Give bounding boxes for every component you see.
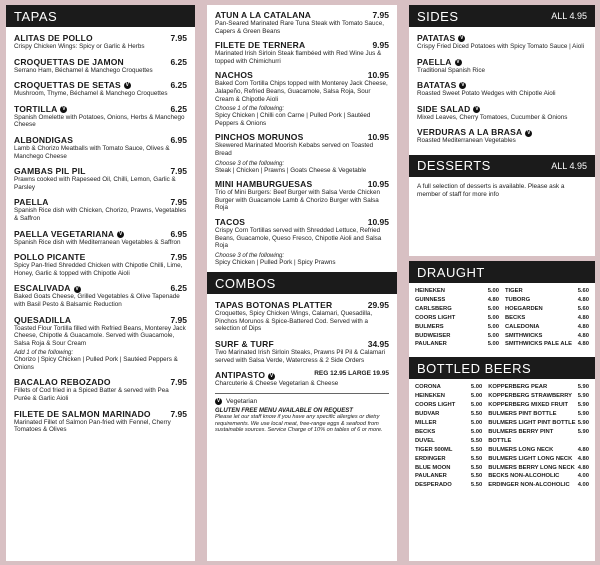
menu-item: [215, 132, 389, 174]
beer-price: 4.80: [577, 446, 589, 453]
beer-name: ERDINGER NON-ALCOHOLIC: [488, 482, 570, 489]
beer-name: BUDVAR: [415, 411, 440, 418]
menu-item: [14, 104, 187, 129]
beer-row: [415, 464, 482, 473]
beer-name: TUBORG: [505, 296, 531, 303]
tapas-header: [6, 5, 195, 27]
beer-price: 5.60: [577, 288, 589, 294]
item-name: PAELLA: [14, 197, 49, 208]
beer-price: 4.00: [577, 473, 589, 480]
desserts-note: A full selection of desserts is available. Please ask a member of staff for more info: [417, 182, 565, 198]
menu-item: [14, 315, 187, 372]
item-description: Pan-Seared Marinated Rare Tuna Steak with Tomato Sauce, Capers & Green Beans: [215, 20, 384, 35]
desserts-title: DESSERTS: [417, 158, 491, 174]
beer-row: [488, 464, 589, 473]
beer-name: KOPPERBERG STRAWBERRY: [488, 393, 573, 400]
item-description: Mushroom, Thyme, Béchamel & Manchego Croquettes: [14, 90, 168, 98]
beer-price: 5.90: [577, 384, 589, 391]
item-price: 10.95: [367, 70, 389, 81]
beer-row: [488, 419, 589, 428]
beer-row: [415, 287, 499, 296]
beer-name: HEINEKEN: [415, 288, 445, 294]
item-description: Spicy Pan-fried Shredded Chicken with Chipotle Chilli, Lime, Honey, Garlic & topped with Chipotle Aioli: [14, 262, 183, 277]
beer-price: 5.00: [487, 341, 499, 348]
draught-header: [409, 261, 595, 283]
tapas-combos-panel: [207, 5, 397, 561]
beer-name: BULMERS BERRY LONG NECK: [488, 464, 575, 471]
item-price: 6.95: [170, 228, 187, 239]
beer-row: [505, 340, 589, 349]
beer-row: [415, 296, 499, 305]
beer-name: GUINNESS: [415, 296, 446, 303]
beer-row: [488, 410, 589, 419]
item-description: Crispy Fried Diced Potatoes with Spicy Tomato Sauce | Aioli: [417, 43, 585, 50]
item-name: QUESADILLA: [14, 314, 72, 325]
item-price: 10.95: [367, 179, 389, 190]
item-name: ALBONDIGAS: [14, 134, 74, 145]
item-description: Toasted Flour Tortilla filled with Refried Beans, Monterey Jack Cheese, Chipotle & Guacamole. Served with Guacamole, Salsa Roja & Sour Cream: [14, 324, 186, 347]
item-price: 10.95: [367, 132, 389, 143]
beer-row: [488, 401, 589, 410]
beer-name: MILLER: [415, 419, 437, 426]
menu-item: [14, 33, 187, 51]
item-price: REG 12.95 LARGE 19.95: [314, 370, 389, 378]
beer-price: 5.00: [487, 323, 499, 330]
draught-list: [409, 283, 595, 349]
beer-row: [415, 314, 499, 323]
menu-item: [215, 339, 389, 364]
sides-title: SIDES: [417, 8, 459, 24]
beer-name: SMITHWICKS: [505, 332, 543, 339]
menu-item: [14, 57, 187, 75]
tapas-title: TAPAS: [14, 8, 58, 24]
beer-name: HEINEKEN: [415, 393, 445, 400]
beer-row: [505, 323, 589, 332]
item-name: PAELLA VEGETARIANA V: [14, 228, 123, 239]
item-description: Baked Goats Cheese, Grilled Vegetables & Olive Tapenade with Basil Pesto & Balsamic Reduction: [14, 293, 180, 308]
beer-name: BULMERS BERRY PINT BOTTLE: [488, 428, 554, 444]
sides-desserts-panel: [409, 5, 595, 256]
vegetarian-icon: V: [475, 106, 479, 113]
beer-row: [415, 323, 499, 332]
beer-row: [415, 428, 482, 437]
item-description: Spanish Omelette with Potatoes, Onions, Herbs & Manchego Cheese: [14, 113, 185, 129]
item-price: 29.95: [367, 300, 389, 311]
beer-row: [415, 455, 482, 464]
item-name: ANTIPASTO V: [215, 370, 274, 381]
beer-row: [415, 401, 482, 410]
item-price: 7.95: [170, 252, 187, 263]
item-name: BACALAO REBOZADO: [14, 377, 111, 388]
item-name: TORTILLA V: [14, 103, 66, 114]
item-description: Charcuterie & Cheese Vegetarian & Cheese: [215, 380, 339, 388]
beer-row: [415, 446, 482, 455]
beer-price: 4.00: [577, 482, 589, 489]
item-price: 7.95: [372, 10, 389, 20]
beer-name: COORS LIGHT: [415, 314, 456, 321]
beer-row: [415, 383, 482, 392]
item-name: BATATAS V: [417, 80, 465, 91]
beer-price: 5.60: [577, 305, 589, 312]
beer-price: 4.80: [577, 314, 589, 321]
vegetarian-icon: V: [269, 372, 274, 379]
beer-price: 4.80: [577, 455, 589, 462]
menu-item: [215, 10, 389, 35]
item-choose-note: Choose 3 of the following:: [215, 160, 285, 167]
vegetarian-icon: V: [125, 82, 130, 89]
beer-row: [505, 296, 589, 305]
item-price: 7.95: [170, 314, 187, 325]
menu-item: [14, 283, 187, 308]
beer-name: TIGER: [505, 288, 523, 294]
beer-price: 4.80: [577, 464, 589, 471]
item-choose-note: Choose 3 of the following:: [215, 252, 285, 259]
item-price: 6.25: [170, 103, 187, 114]
allergy-notice: Please let our staff know if you have any specific allergies or dietry requirements. We use local meat, free-range eggs & seafood from sustainable sources. Service Charge of 10% on tables of 6 or more.: [215, 413, 383, 434]
beer-price: 5.00: [470, 384, 483, 391]
beer-row: [488, 383, 589, 392]
beer-price: 4.80: [487, 296, 499, 303]
beer-name: TIGER 500ML: [415, 446, 453, 453]
beer-row: [415, 340, 499, 349]
beer-price: 5.50: [470, 446, 483, 453]
item-description: Traditional Spanish Rice: [417, 66, 486, 74]
beer-price: 5.00: [487, 314, 499, 321]
menu-item: [14, 166, 187, 191]
item-name: FILETE DE SALMON MARINADO: [14, 408, 151, 419]
menu-item: [14, 135, 187, 160]
beer-price: 4.80: [577, 323, 589, 330]
menu-item: [14, 229, 187, 247]
beer-name: BULMERS LONG NECK: [488, 446, 554, 453]
sides-price: ALL 4.95: [551, 11, 587, 21]
beer-name: BULMERS LIGHT LONG NECK: [488, 455, 573, 462]
item-price: 10.95: [367, 216, 389, 227]
beer-row: [488, 481, 589, 490]
item-description: Baked Corn Tortilla Chips topped with Monterey Jack Cheese, Jalapeño, Refried Beans, Guacamole, Salsa Roja, Sour Cream & Chipotle Aioli: [215, 80, 388, 103]
drinks-panel: [409, 261, 595, 561]
item-description: Lamb & Chorizo Meatballs with Tomato Sauce, Olives & Manchego Cheese: [14, 144, 170, 160]
beer-name: HOEGARDEN: [505, 305, 543, 312]
item-description: Spanish Rice dish with Chicken, Chorizo, Prawns, Vegetables & Saffron: [14, 207, 187, 222]
beer-name: KOPPERBERG PEAR: [488, 384, 548, 391]
beer-price: 5.90: [577, 428, 589, 435]
beer-name: CORONA: [415, 384, 441, 391]
beer-name: PAULANER: [415, 473, 447, 480]
item-price: 6.25: [170, 56, 187, 67]
item-name: TACOS: [215, 216, 246, 227]
beer-price: 5.00: [487, 332, 499, 339]
item-price: 6.25: [170, 283, 187, 294]
beer-row: [415, 481, 482, 490]
tapas-panel: [6, 5, 195, 561]
beer-name: PAULANER: [415, 341, 447, 348]
beer-name: DESPERADO: [415, 482, 452, 489]
item-description: Two Marinated Irish Sirloin Steaks, Prawns Pil Pil & Calamari served with Salsa Verde, Watercress & 2 Side Orders: [215, 349, 386, 364]
beer-row: [488, 472, 589, 481]
vegetarian-icon: V: [456, 58, 460, 65]
menu-item: [14, 377, 187, 402]
vegetarian-icon: V: [118, 230, 123, 237]
menu-item: [417, 33, 587, 51]
beer-row: [488, 446, 589, 455]
vegetarian-icon: V: [75, 285, 79, 292]
beer-name: COORS LIGHT: [415, 402, 456, 409]
beer-name: DUVEL: [415, 437, 435, 444]
beer-name: BECKS NON-ALCOHOLIC: [488, 473, 560, 480]
beer-row: [488, 392, 589, 401]
item-description: Mixed Leaves, Cherry Tomatoes, Cucumber & Onions: [417, 113, 568, 121]
beer-name: ERDINGER: [415, 455, 446, 462]
beer-price: 5.50: [470, 455, 483, 462]
beer-price: 4.80: [577, 341, 589, 348]
combos-title: COMBOS: [215, 275, 276, 291]
beer-row: [505, 287, 589, 296]
item-price: 6.95: [170, 134, 187, 145]
menu-item: [215, 370, 389, 388]
menu-item: [417, 104, 587, 122]
beer-price: 5.00: [487, 288, 499, 294]
tapas-continued-list: [207, 10, 397, 266]
beer-row: [415, 472, 482, 481]
item-description: Marinated Fillet of Salmon Pan-fried with Fennel, Cherry Tomatoes & Olives: [14, 418, 171, 434]
desserts-price: ALL 4.95: [551, 160, 587, 171]
item-name: FILETE DE TERNERA: [215, 40, 306, 51]
beer-name: BULMERS LIGHT PINT BOTTLE: [488, 419, 576, 426]
item-name: ATUN A LA CATALANA: [215, 10, 312, 20]
item-name: NACHOS: [215, 70, 254, 81]
beer-name: BECKS: [505, 314, 526, 321]
menu-item: [215, 300, 389, 333]
veg-legend: [215, 398, 389, 405]
sides-header: [409, 5, 595, 27]
beer-price: 4.80: [577, 296, 589, 303]
beer-price: 5.00: [470, 419, 483, 426]
menu-item: [417, 57, 587, 75]
item-name: PAELLA V: [417, 56, 460, 67]
beer-name: CALEDONIA: [505, 323, 540, 330]
beer-price: 5.00: [470, 402, 483, 409]
item-options: Spicy Chicken | Chilli con Carne | Pulled Pork | Sautéed Peppers & Onions: [215, 112, 371, 127]
vegetarian-icon: V: [461, 82, 465, 89]
menu-item: [215, 217, 389, 266]
beer-price: 5.50: [470, 473, 483, 480]
menu-item: [215, 40, 389, 65]
beer-price: 5.90: [577, 419, 589, 426]
item-description: Roasted Sweet Potato Wedges with Chipotle Aioli: [417, 90, 556, 98]
item-choose-note: Add 1 of the following:: [14, 350, 74, 357]
bottled-header: [409, 357, 595, 379]
item-name: ESCALIVADA V: [14, 283, 79, 294]
item-choose-note: Choose 1 of the following:: [215, 106, 285, 113]
item-description: Croquettes, Spicy Chicken Wings, Calamari, Quesadilla, Pinchos Morunos & Spice-Battered Cod. Served with a selection of Dips: [215, 310, 373, 333]
beer-price: 4.80: [577, 332, 589, 339]
item-name: VERDURAS A LA BRASA V: [417, 127, 531, 138]
item-description: Crispy Chicken Wings: Spicy or Garlic & Herbs: [14, 43, 145, 50]
menu-item: [14, 80, 187, 98]
tapas-list: [6, 33, 195, 434]
item-name: SURF & TURF: [215, 339, 274, 350]
beer-price: 5.50: [470, 411, 483, 418]
beer-price: 5.00: [487, 305, 499, 312]
beer-row: [505, 314, 589, 323]
item-options: Steak | Chicken | Prawns | Goats Cheese & Vegetable: [215, 166, 367, 174]
gluten-free-notice: GLUTEN FREE MENU AVAILABLE ON REQUEST: [215, 407, 353, 414]
menu-item: [417, 127, 587, 145]
beer-price: 5.90: [577, 393, 589, 400]
item-name: PINCHOS MORUNOS: [215, 132, 304, 143]
beer-price: 5.90: [577, 411, 589, 418]
item-name: GAMBAS PIL PIL: [14, 166, 86, 177]
item-name: PATATAS V: [417, 33, 464, 43]
vegetarian-icon: V: [62, 106, 66, 113]
bottled-title: BOTTLED BEERS: [417, 360, 532, 376]
beer-price: 5.50: [470, 482, 483, 489]
item-price: 7.95: [170, 408, 187, 419]
item-name: POLLO PICANTE: [14, 252, 86, 263]
beer-name: SMITHWICKS PALE ALE: [505, 341, 572, 348]
menu-item: [14, 409, 187, 434]
beer-price: 5.90: [577, 402, 589, 409]
item-options: Chorizo | Spicy Chicken | Pulled Pork | Sautéed Peppers & Onions: [14, 356, 178, 371]
beer-price: 5.50: [470, 437, 483, 444]
item-description: Crispy Corn Tortillas served with Shredded Lettuce, Refried Beans, Guacamole, Queso Fresco, Chipotle Aioli and Salsa Roja: [215, 226, 382, 250]
beer-name: BULMERS PINT BOTTLE: [488, 411, 557, 418]
item-price: 6.25: [170, 80, 187, 91]
combos-list: [207, 300, 397, 388]
item-name: ALITAS DE POLLO: [14, 33, 93, 43]
item-description: Serrano Ham, Béchamel & Manchego Croquettes: [14, 66, 153, 74]
beer-name: CARLSBERG: [415, 305, 452, 312]
item-description: Trio of Mini Burgers: Beef Burger with Salsa Verde Chicken Burger with Guacamole Lamb & Chorizo Burger with Salsa Roja: [215, 189, 380, 212]
item-description: Fillets of Cod fried in a Spiced Batter & served with Pea Purée & Garlic Aioli: [14, 387, 169, 403]
beer-row: [488, 428, 589, 446]
beer-row: [415, 437, 482, 446]
item-price: 7.95: [170, 377, 187, 388]
beer-price: 5.50: [470, 464, 483, 471]
beer-row: [488, 455, 589, 464]
item-price: 34.95: [367, 339, 389, 350]
beer-row: [415, 410, 482, 419]
item-name: CROQUETTAS DE SETAS V: [14, 80, 130, 91]
beer-name: KOPPERBERG MIXED FRUIT: [488, 402, 569, 409]
bottled-list: [409, 379, 595, 490]
desserts-header: [409, 155, 595, 177]
item-price: 7.95: [170, 197, 187, 208]
item-name: MINI HAMBURGUESAS: [215, 179, 313, 190]
item-price: 7.95: [170, 33, 187, 43]
menu-item: [14, 252, 187, 277]
item-options: Spicy Chicken | Pulled Pork | Spicy Prawns: [215, 258, 336, 266]
item-description: Roasted Mediterranean Vegetables: [417, 137, 516, 145]
vegetarian-icon: V: [216, 397, 221, 404]
veg-legend-label: Vegetarian: [226, 397, 258, 405]
draught-title: DRAUGHT: [417, 264, 485, 280]
beer-name: BECKS: [415, 428, 436, 435]
menu-item: [215, 179, 389, 212]
beer-price: 5.00: [470, 393, 483, 400]
item-name: TAPAS BOTONAS PLATTER: [215, 300, 333, 311]
divider: [215, 393, 389, 394]
item-name: CROQUETTAS DE JAMON: [14, 56, 124, 67]
menu-item: [215, 70, 389, 127]
item-price: 7.95: [170, 166, 187, 177]
beer-row: [415, 305, 499, 314]
beer-row: [415, 332, 499, 341]
beer-row: [505, 332, 589, 341]
item-description: Skewered Marinated Moorish Kebabs served on Toasted Bread: [215, 142, 374, 157]
beer-name: BLUE MOON: [415, 464, 451, 471]
beer-row: [505, 305, 589, 314]
sides-list: [409, 33, 595, 145]
combos-header: [207, 272, 397, 294]
item-description: Spanish Rice dish with Mediterranean Vegetables & Saffron: [14, 238, 181, 246]
beer-row: [415, 419, 482, 428]
menu-item: [14, 197, 187, 222]
item-description: Prawns cooked with Rapeseed Oil, Chilli, Lemon, Garlic & Parsley: [14, 176, 176, 191]
item-price: 9.95: [372, 40, 389, 51]
menu-item: [417, 80, 587, 98]
vegetarian-icon: V: [460, 35, 464, 42]
beer-name: BULMERS: [415, 323, 444, 330]
beer-row: [415, 392, 482, 401]
vegetarian-icon: V: [527, 129, 531, 136]
beer-name: BUDWEISER: [415, 332, 451, 339]
item-name: SIDE SALAD V: [417, 103, 479, 114]
item-description: Marinated Irish Sirloin Steak flambéed with Red Wine Jus & topped with Chimichurri: [215, 50, 382, 65]
beer-price: 5.00: [470, 428, 483, 435]
